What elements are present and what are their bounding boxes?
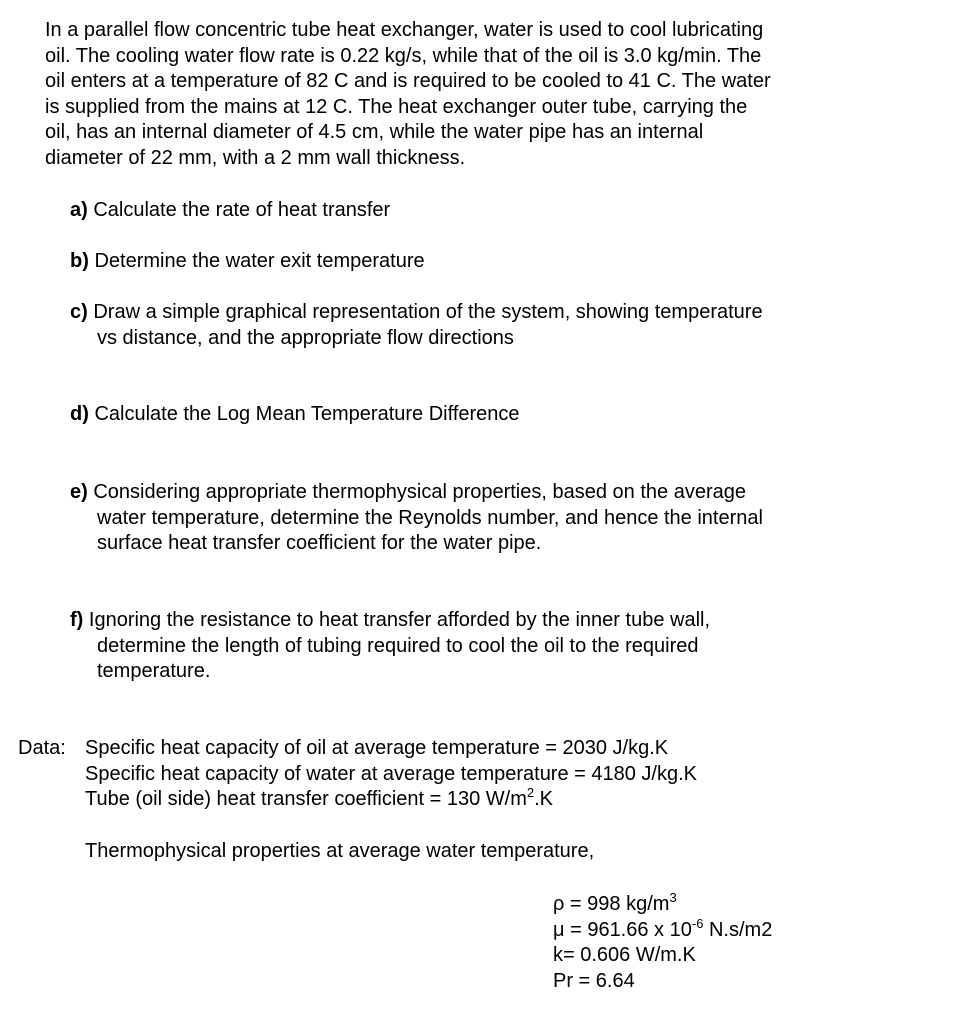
problem-statement [45, 18, 875, 171]
question-letter: c) [70, 301, 88, 323]
question-text: water temperature, determine the Reynolds number, and hence the internal [97, 506, 763, 529]
cp-water: Specific heat capacity of water at average temperature = 4180 J/kg.K [85, 762, 698, 785]
question-text: Determine the water exit temperature [94, 250, 425, 272]
problem-line: is supplied from the mains at 12 C. The heat exchanger outer tube, carrying the [45, 95, 748, 118]
data-list [85, 736, 697, 813]
question-text: vs distance, and the appropriate flow directions [97, 326, 514, 349]
problem-line: diameter of 22 mm, with a 2 mm wall thickness. [45, 146, 466, 169]
question-letter: f) [70, 609, 84, 631]
prandtl: Pr = 6.64 [553, 969, 635, 992]
question-letter: d) [70, 403, 89, 425]
density: ρ = 998 $kg/m^3$ [553, 890, 677, 915]
problem-line: oil, has an internal diameter of 4.5 cm, while the water pipe has an internal [45, 121, 704, 143]
question-a [70, 198, 890, 224]
thermo-heading: Thermophysical properties at average water temperature, [85, 840, 595, 862]
question-text: Calculate the rate of heat transfer [93, 199, 391, 221]
problem-line: oil enters at a temperature of 82 C and is required to be cooled to 41 C. The water [45, 70, 771, 92]
question-text: temperature. [97, 660, 211, 682]
thermo-properties [553, 892, 772, 994]
question-letter: e) [70, 481, 88, 503]
question-f [70, 608, 890, 685]
question-text: Draw a simple graphical representation of the system, showing temperature [93, 301, 763, 323]
question-text: Ignoring the resistance to heat transfer afforded by the inner tube wall, [88, 609, 711, 631]
problem-line: oil. The cooling water flow rate is 0.22 kg/s, while that of the oil is 3.0 kg/min. The [45, 44, 762, 67]
question-letter: a) [70, 199, 88, 221]
question-e [70, 480, 890, 557]
h-oil: Tube (oil side) heat transfer coefficient = 130 $W/m^2.K$ [85, 785, 554, 810]
question-text: Considering appropriate thermophysical properties, based on the average [93, 481, 746, 503]
conductivity: k= 0.606 W/m.K [553, 944, 696, 966]
question-letter: b) [70, 250, 89, 272]
question-text: determine the length of tubing required to cool the oil to the required [97, 634, 699, 657]
question-b [70, 249, 890, 275]
viscosity: μ = 961.66 x $10^{-6}$ N.s/m2 [553, 915, 773, 941]
problem-line: In a parallel flow concentric tube heat exchanger, water is used to cool lubricating [45, 19, 764, 41]
cp-oil: Specific heat capacity of oil at average temperature = 2030 J/kg.K [85, 737, 669, 759]
question-text: surface heat transfer coefficient for the water pipe. [97, 532, 542, 554]
question-c [70, 300, 890, 351]
data-label: Data: [18, 737, 66, 759]
question-text: Calculate the Log Mean Temperature Difference [94, 403, 520, 425]
question-d [70, 402, 890, 428]
